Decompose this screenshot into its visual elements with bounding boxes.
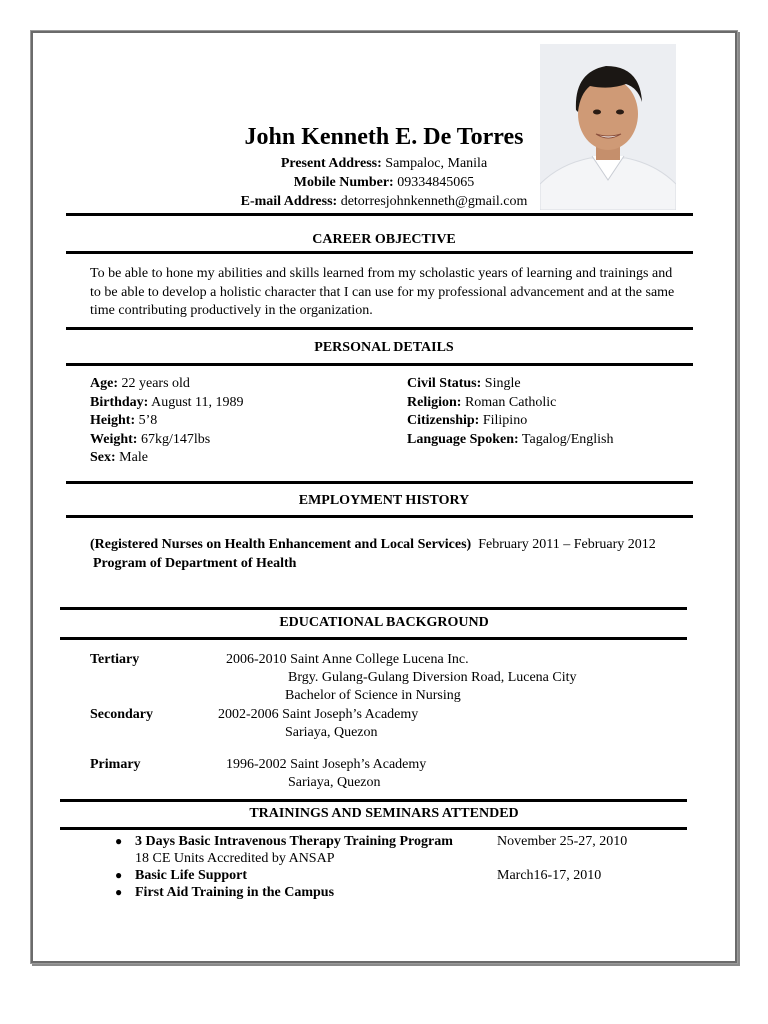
detail-age: Age: 22 years old [90,376,190,391]
present-address-value: Sampaloc, Manila [385,156,488,171]
personal-details-heading: PERSONAL DETAILS [314,340,454,355]
education-primary-line: Sariaya, Quezon [288,775,381,790]
employment-dates: February 2011 – February 2012 [478,537,656,552]
bullet-icon: ● [115,868,123,882]
detail-civil-status: Civil Status: Single [407,376,521,391]
present-address [0,156,768,172]
career-objective-heading: CAREER OBJECTIVE [312,232,456,247]
training-title: First Aid Training in the Campus [135,885,335,900]
mobile-number [0,175,768,191]
detail-citizenship: Citizenship: Filipino [407,413,528,428]
employment-program: Program of Department of Health [93,555,297,571]
education-secondary-label: Secondary [90,707,153,722]
divider [60,607,687,610]
career-objective-line: To be able to hone my abilities and skills learned from my scholastic years of learning and trainings and [90,266,673,281]
education-secondary-line: 2002-2006 Saint Joseph’s Academy [218,707,419,722]
divider [60,827,687,830]
education-secondary-line: Sariaya, Quezon [285,725,378,740]
candidate-name: John Kenneth E. De Torres [244,124,524,150]
employment-history-heading: EMPLOYMENT HISTORY [298,493,470,508]
training-date: March16-17, 2010 [497,868,602,883]
divider [66,515,693,518]
mobile-number-value: 09334845065 [397,175,475,190]
list-item [115,833,695,850]
trainings-heading: TRAININGS AND SEMINARS ATTENDED [249,806,519,821]
bullet-icon: ● [115,885,123,899]
bullet-icon: ● [115,834,123,848]
divider [60,637,687,640]
education-tertiary-label: Tertiary [90,652,140,667]
employment-entry [90,536,690,573]
divider [66,363,693,366]
mobile-number-label: Mobile Number: [293,175,394,190]
training-date: November 25-27, 2010 [497,834,628,849]
divider [66,327,693,330]
training-title: Basic Life Support [135,868,248,883]
email-address-value: detorresjohnkenneth@gmail.com [340,194,528,209]
list-item [115,867,695,884]
training-note: 18 CE Units Accredited by ANSAP [135,851,335,866]
education-heading: EDUCATIONAL BACKGROUND [279,615,489,630]
education-tertiary-line: Brgy. Gulang-Gulang Diversion Road, Lucena City [288,670,577,685]
education-tertiary-line: Bachelor of Science in Nursing [285,688,461,703]
career-objective-text [90,265,680,321]
detail-height: Height: 5’8 [90,413,158,428]
detail-language: Language Spoken: Tagalog/English [407,431,614,447]
detail-birthday: Birthday: August 11, 1989 [90,394,244,410]
training-title: 3 Days Basic Intravenous Therapy Training Program [135,834,453,849]
email-address-label: E-mail Address: [240,194,338,209]
career-objective-line: time contributing productively in the organization. [90,303,373,318]
email-address [0,194,768,210]
divider [66,213,693,216]
present-address-label: Present Address: [280,156,382,171]
personal-details-left [90,375,390,468]
list-item [115,884,695,901]
divider [66,481,693,484]
employment-org: (Registered Nurses on Health Enhancement and Local Services) [90,537,472,552]
career-objective-line: to be able to develop a holistic character that I can use for my professional advancement and at the same [90,284,675,300]
detail-sex: Sex: Male [90,450,148,465]
personal-details-right [407,375,697,449]
trainings-list [115,833,695,901]
detail-religion: Religion: Roman Catholic [407,394,557,410]
education-primary-line: 1996-2002 Saint Joseph’s Academy [226,757,427,772]
divider [60,799,687,802]
education-primary-label: Primary [90,757,141,772]
divider [66,251,693,254]
education-tertiary-line: 2006-2010 Saint Anne College Lucena Inc. [226,652,469,667]
detail-weight: Weight: 67kg/147lbs [90,431,211,447]
